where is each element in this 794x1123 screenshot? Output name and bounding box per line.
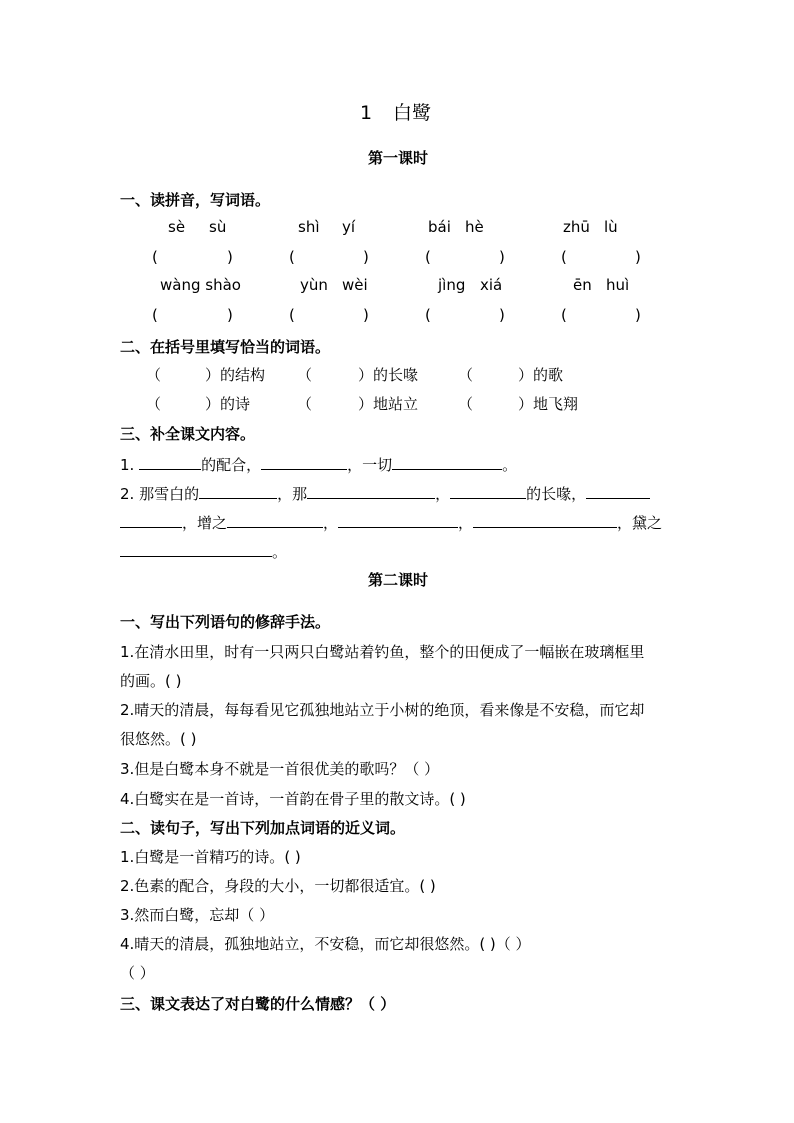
pinyin: shì bbox=[298, 218, 320, 236]
sentence: 3.但是白鹭本身不就是一首很优美的歌吗？（ ） bbox=[120, 760, 440, 778]
sentence: 2.晴天的清晨，每每看见它孤独地站立于小树的绝顶，看来像是不安稳，而它却 bbox=[120, 701, 645, 719]
pinyin: sù bbox=[209, 218, 227, 236]
fill-paren-left: （ bbox=[297, 366, 313, 384]
answer-blank[interactable] bbox=[120, 541, 272, 557]
blank-sentence-2: 2. 那雪白的 ，那 ， 的长喙， bbox=[120, 483, 650, 503]
item-number: 1. bbox=[120, 456, 135, 474]
answer-blank[interactable] bbox=[473, 512, 617, 528]
item-number: 2. bbox=[120, 485, 135, 503]
answer-blank[interactable] bbox=[120, 512, 182, 528]
answer-paren-left: ( bbox=[152, 248, 158, 266]
blank-sentence-2-cont: ，增之 ， ， ，黛之 bbox=[120, 512, 662, 532]
l1-q2-heading: 二、在括号里填写恰当的词语。 bbox=[120, 338, 331, 356]
page-title-number: 1 bbox=[360, 102, 373, 124]
fill-item: ）地飞翔 bbox=[518, 395, 579, 413]
answer-blank[interactable] bbox=[450, 483, 526, 499]
l1-q1-heading: 一、读拼音，写词语。 bbox=[120, 191, 271, 209]
answer-paren-left: ( bbox=[425, 306, 431, 324]
fill-item: ）地站立 bbox=[358, 395, 419, 413]
fill-paren-left: （ bbox=[297, 395, 313, 413]
answer-paren-left: ( bbox=[152, 306, 158, 324]
fill-paren-left: （ bbox=[458, 366, 474, 384]
pinyin: wàng shào bbox=[160, 276, 241, 294]
sentence: 4.白鹭实在是一首诗，一首韵在骨子里的散文诗。( ) bbox=[120, 790, 466, 808]
l1-q3-heading: 三、补全课文内容。 bbox=[120, 425, 256, 443]
pinyin: jìng bbox=[438, 276, 466, 294]
answer-paren-right: ) bbox=[227, 306, 233, 324]
answer-paren-left: ( bbox=[425, 248, 431, 266]
fill-paren-left: （ bbox=[146, 395, 162, 413]
answer-blank[interactable] bbox=[392, 454, 502, 470]
pinyin: xiá bbox=[480, 276, 503, 294]
sentence: 1.白鹭是一首精巧的诗。( ) bbox=[120, 848, 301, 866]
pinyin: yùn bbox=[300, 276, 328, 294]
answer-paren-left: ( bbox=[561, 248, 567, 266]
page-title: 白鹭 bbox=[393, 102, 432, 124]
l2-q3-heading: 三、课文表达了对白鹭的什么情感？（ ） bbox=[120, 995, 396, 1013]
answer-blank[interactable] bbox=[227, 512, 323, 528]
answer-paren-right: ) bbox=[363, 306, 369, 324]
lesson-2-heading: 第二课时 bbox=[368, 571, 429, 589]
pinyin: yí bbox=[342, 218, 356, 236]
answer-paren-left: ( bbox=[561, 306, 567, 324]
sentence: （ ） bbox=[120, 964, 155, 982]
fill-item: ）的诗 bbox=[205, 395, 251, 413]
fill-item: ）的长喙 bbox=[358, 366, 419, 384]
l2-q1-heading: 一、写出下列语句的修辞手法。 bbox=[120, 613, 331, 631]
sentence: 的画。( ) bbox=[120, 672, 182, 690]
l2-q2-heading: 二、读句子，写出下列加点词语的近义词。 bbox=[120, 819, 406, 837]
pinyin: zhū bbox=[563, 218, 590, 236]
pinyin: huì bbox=[606, 276, 630, 294]
answer-paren-right: ) bbox=[363, 248, 369, 266]
pinyin: bái bbox=[428, 218, 451, 236]
blank-sentence-2-end: 。 bbox=[120, 541, 287, 561]
sentence: 4.晴天的清晨，孤独地站立，不安稳，而它却很悠然。( )（ ） bbox=[120, 935, 531, 953]
answer-paren-right: ) bbox=[499, 248, 505, 266]
pinyin: sè bbox=[168, 218, 186, 236]
pinyin: lù bbox=[604, 218, 618, 236]
answer-paren-left: ( bbox=[289, 306, 295, 324]
blank-sentence-1: 1. 的配合， ，一切 。 bbox=[120, 456, 518, 474]
fill-item: ）的结构 bbox=[205, 366, 266, 384]
answer-blank[interactable] bbox=[338, 512, 458, 528]
answer-paren-right: ) bbox=[499, 306, 505, 324]
sentence: 很悠然。( ) bbox=[120, 730, 197, 748]
sentence: 2.色素的配合，身段的大小，一切都很适宜。( ) bbox=[120, 877, 436, 895]
answer-paren-right: ) bbox=[227, 248, 233, 266]
pinyin: hè bbox=[465, 218, 484, 236]
answer-blank[interactable] bbox=[139, 454, 201, 470]
lesson-1-heading: 第一课时 bbox=[368, 149, 429, 167]
fill-paren-left: （ bbox=[458, 395, 474, 413]
answer-blank[interactable] bbox=[261, 454, 347, 470]
pinyin: wèi bbox=[342, 276, 368, 294]
answer-blank[interactable] bbox=[199, 483, 277, 499]
answer-paren-right: ) bbox=[635, 248, 641, 266]
fill-paren-left: （ bbox=[146, 366, 162, 384]
sentence: 3.然而白鹭，忘却（ ） bbox=[120, 906, 275, 924]
answer-blank[interactable] bbox=[307, 483, 435, 499]
sentence: 1.在清水田里，时有一只两只白鹭站着钓鱼，整个的田便成了一幅嵌在玻璃框里 bbox=[120, 643, 645, 661]
answer-paren-left: ( bbox=[289, 248, 295, 266]
pinyin: ēn bbox=[573, 276, 592, 294]
answer-paren-right: ) bbox=[635, 306, 641, 324]
answer-blank[interactable] bbox=[586, 483, 650, 499]
fill-item: ）的歌 bbox=[518, 366, 564, 384]
